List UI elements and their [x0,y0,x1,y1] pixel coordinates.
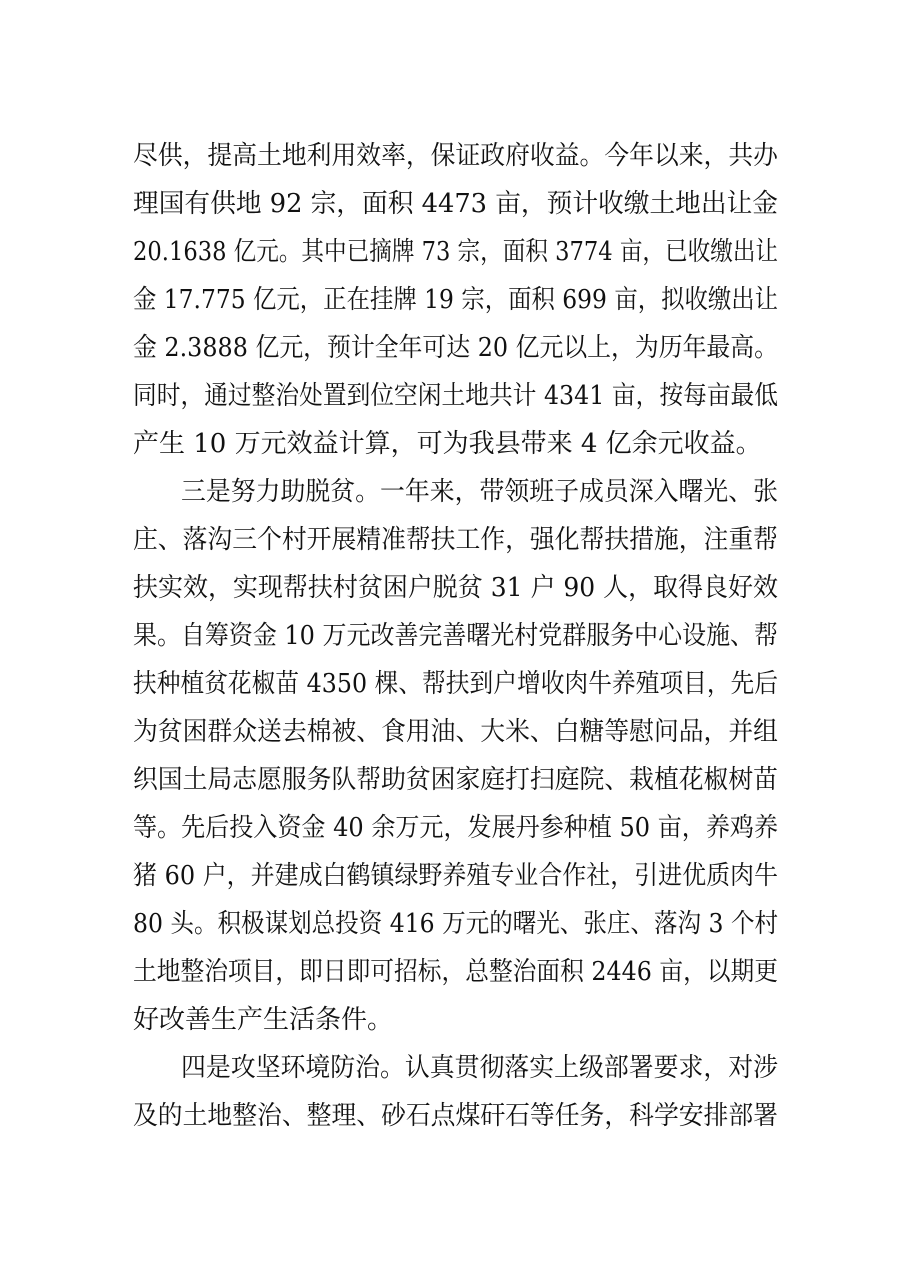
line-text: 20.1638 亿元。其中已摘牌 73 宗，面积 3774 亩，已收缴出让 [133,237,779,267]
text-line [0,760,909,800]
text-line [0,232,909,272]
text-line [0,424,909,464]
paragraph-first-line [0,1048,909,1088]
text-line [0,280,909,320]
line-text: 庄、落沟三个村开展精准帮扶工作，强化帮扶措施，注重帮 [133,525,778,555]
line-text: 及的土地整治、整理、砂石点煤矸石等任务，科学安排部署 [133,1101,778,1131]
line-text: 织国土局志愿服务队帮助贫困家庭打扫庭院、栽植花椒树苗 [133,765,778,795]
line-text: 理国有供地 92 宗，面积 4473 亩，预计收缴土地出让金 [133,189,779,219]
line-text: 扶实效，实现帮扶村贫困户脱贫 31 户 90 人，取得良好效 [133,573,778,603]
line-text: 金 2.3888 亿元，预计全年可达 20 亿元以上，为历年最高。 [133,333,778,363]
text-line [0,808,909,848]
line-text: 金 17.775 亿元，正在挂牌 19 宗，面积 699 亩，拟收缴出让 [133,285,778,315]
text-line [0,520,909,560]
line-text: 三是努力助脱贫。一年来，带领班子成员深入曙光、张 [181,477,778,507]
line-text: 扶种植贫花椒苗 4350 棵、帮扶到户增收肉牛养殖项目，先后 [133,669,779,699]
line-text: 80 头。积极谋划总投资 416 万元的曙光、张庄、落沟 3 个村 [133,909,779,939]
line-text: 四是攻坚环境防治。认真贯彻落实上级部署要求，对涉 [181,1053,778,1083]
text-line [0,904,909,944]
text-line [0,376,909,416]
line-text: 为贫困群众送去棉被、食用油、大米、白糖等慰问品，并组 [133,717,778,747]
text-line [0,568,909,608]
text-line [0,664,909,704]
line-text: 猪 60 户，并建成白鹤镇绿野养殖专业合作社，引进优质肉牛 [133,861,778,891]
text-line [0,616,909,656]
line-text: 好改善生产生活条件。 [133,1005,394,1035]
line-text: 果。自筹资金 10 万元改善完善曙光村党群服务中心设施、帮 [133,621,778,651]
line-text: 等。先后投入资金 40 余万元，发展丹参种植 50 亩，养鸡养 [133,813,779,843]
line-text: 产生 10 万元效益计算，可为我县带来 4 亿余元收益。 [133,429,762,459]
paragraph-first-line [0,472,909,512]
text-line [0,1096,909,1136]
line-text: 土地整治项目，即日即可招标，总整治面积 2446 亩，以期更 [133,957,779,987]
line-text: 同时，通过整治处置到位空闲土地共计 4341 亩，按每亩最低 [133,381,779,411]
text-line [0,1000,909,1040]
text-line [0,712,909,752]
text-line [0,856,909,896]
text-line [0,328,909,368]
text-line [0,184,909,224]
line-text: 尽供，提高土地利用效率，保证政府收益。今年以来，共办 [133,141,778,171]
text-line [0,952,909,992]
text-line [0,136,909,176]
